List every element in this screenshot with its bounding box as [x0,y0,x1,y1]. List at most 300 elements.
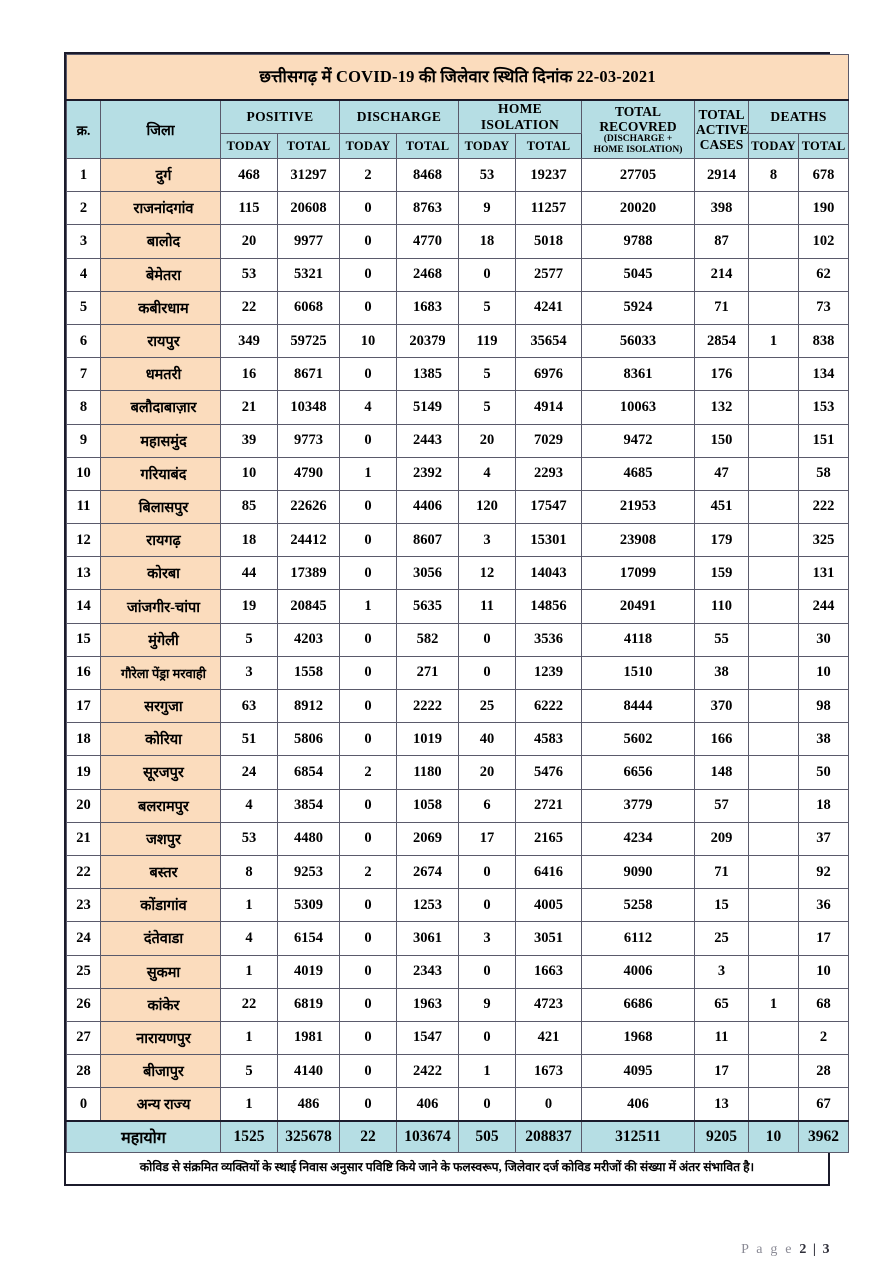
cell-positive-total: 6819 [278,988,340,1021]
grand-total-discharge-today: 22 [340,1121,397,1153]
cell-deaths-today [749,756,799,789]
cell-total-recovered: 56033 [582,324,695,357]
cell-serial-number: 24 [67,922,101,955]
cell-district-name: राजनांदगांव [101,192,221,225]
cell-deaths-today [749,1088,799,1122]
cell-discharge-today: 0 [340,623,397,656]
cell-deaths-total: 68 [799,988,849,1021]
table-row [67,391,849,424]
cell-home-isolation-today: 9 [459,988,516,1021]
cell-deaths-today [749,1021,799,1054]
cell-home-isolation-today: 17 [459,822,516,855]
total-active-line-2: ACTIVE [696,121,749,137]
cell-home-isolation-today: 40 [459,723,516,756]
cell-deaths-today [749,424,799,457]
cell-discharge-total: 3061 [397,922,459,955]
cell-positive-today: 4 [221,922,278,955]
cell-total-active-cases: 150 [695,424,749,457]
cell-total-active-cases: 17 [695,1055,749,1088]
cell-deaths-total: 153 [799,391,849,424]
footnote-text: कोविड से संक्रमित व्यक्तियों के स्थाई निवास अनुसार पविष्टि किये जाने के फलस्वरूप, जिलेवार दर्ज कोविड मरीजों की संख्या में अंतर संभावित है। [139,1160,755,1175]
table-row [67,922,849,955]
cell-serial-number: 22 [67,855,101,888]
cell-discharge-today: 0 [340,656,397,689]
cell-district-name: कबीरधाम [101,291,221,324]
cell-serial-number: 13 [67,557,101,590]
cell-home-isolation-total: 6976 [516,358,582,391]
table-row [67,324,849,357]
cell-positive-today: 85 [221,490,278,523]
cell-positive-today: 18 [221,524,278,557]
cell-positive-today: 1 [221,889,278,922]
table-row [67,723,849,756]
cell-serial-number: 0 [67,1088,101,1122]
cell-positive-total: 4480 [278,822,340,855]
table-row [67,690,849,723]
cell-discharge-today: 0 [340,922,397,955]
cell-district-name: कोरबा [101,557,221,590]
cell-district-name: कोंडागांव [101,889,221,922]
cell-positive-today: 53 [221,822,278,855]
cell-deaths-total: 98 [799,690,849,723]
cell-deaths-today [749,225,799,258]
cell-total-recovered: 6656 [582,756,695,789]
cell-total-active-cases: 3 [695,955,749,988]
cell-total-recovered: 3779 [582,789,695,822]
table-row [67,789,849,822]
cell-deaths-today [749,524,799,557]
cell-home-isolation-total: 3536 [516,623,582,656]
cell-discharge-today: 0 [340,1021,397,1054]
cell-total-active-cases: 71 [695,291,749,324]
cell-positive-today: 5 [221,1055,278,1088]
cell-home-isolation-today: 120 [459,490,516,523]
cell-serial-number: 5 [67,291,101,324]
cell-positive-today: 63 [221,690,278,723]
cell-discharge-total: 5149 [397,391,459,424]
grand-total-discharge-total: 103674 [397,1121,459,1153]
cell-discharge-today: 0 [340,1088,397,1122]
cell-deaths-total: 92 [799,855,849,888]
cell-discharge-today: 0 [340,557,397,590]
cell-home-isolation-today: 25 [459,690,516,723]
cell-total-active-cases: 57 [695,789,749,822]
cell-total-recovered: 17099 [582,557,695,590]
cell-serial-number: 8 [67,391,101,424]
cell-total-recovered: 1510 [582,656,695,689]
cell-discharge-total: 2069 [397,822,459,855]
cell-district-name: बीजापुर [101,1055,221,1088]
cell-total-active-cases: 209 [695,822,749,855]
cell-discharge-total: 2422 [397,1055,459,1088]
cell-deaths-total: 10 [799,656,849,689]
footnote-container [64,1153,830,1186]
cell-discharge-today: 0 [340,291,397,324]
cell-discharge-total: 3056 [397,557,459,590]
table-row [67,889,849,922]
cell-discharge-today: 0 [340,690,397,723]
table-footer [67,1121,849,1153]
cell-serial-number: 9 [67,424,101,457]
cell-home-isolation-today: 3 [459,524,516,557]
grand-total-positive-today: 1525 [221,1121,278,1153]
cell-discharge-total: 1385 [397,358,459,391]
col-header-deaths-today: TODAY [749,134,799,159]
cell-deaths-total: 38 [799,723,849,756]
cell-home-isolation-today: 5 [459,358,516,391]
cell-total-recovered: 5258 [582,889,695,922]
col-header-positive-today: TODAY [221,134,278,159]
cell-serial-number: 21 [67,822,101,855]
cell-discharge-total: 1683 [397,291,459,324]
cell-discharge-total: 1058 [397,789,459,822]
table-row [67,1088,849,1122]
total-recovered-line-2: RECOVRED [599,118,677,134]
cell-total-active-cases: 47 [695,457,749,490]
cell-discharge-today: 1 [340,590,397,623]
cell-discharge-today: 0 [340,358,397,391]
grand-total-home-isolation-today: 505 [459,1121,516,1153]
cell-discharge-total: 1547 [397,1021,459,1054]
cell-discharge-today: 4 [340,391,397,424]
cell-total-active-cases: 15 [695,889,749,922]
col-header-home-isolation: HOME ISOLATION [459,100,582,134]
cell-home-isolation-total: 6222 [516,690,582,723]
cell-district-name: बलरामपुर [101,789,221,822]
cell-positive-total: 6154 [278,922,340,955]
cell-discharge-total: 4770 [397,225,459,258]
cell-positive-today: 468 [221,159,278,192]
cell-district-name: बिलासपुर [101,490,221,523]
cell-total-active-cases: 214 [695,258,749,291]
table-row [67,258,849,291]
cell-total-recovered: 6112 [582,922,695,955]
cell-deaths-total: 58 [799,457,849,490]
cell-serial-number: 14 [67,590,101,623]
cell-deaths-total: 244 [799,590,849,623]
cell-discharge-total: 8607 [397,524,459,557]
cell-deaths-total: 37 [799,822,849,855]
cell-serial-number: 25 [67,955,101,988]
cell-discharge-today: 2 [340,855,397,888]
cell-home-isolation-total: 19237 [516,159,582,192]
cell-home-isolation-today: 1 [459,1055,516,1088]
cell-total-recovered: 9472 [582,424,695,457]
cell-total-recovered: 27705 [582,159,695,192]
cell-positive-total: 9253 [278,855,340,888]
covid-district-status-table [66,54,849,1153]
cell-home-isolation-total: 4914 [516,391,582,424]
cell-serial-number: 11 [67,490,101,523]
cell-positive-total: 4203 [278,623,340,656]
cell-discharge-total: 8763 [397,192,459,225]
cell-deaths-today [749,291,799,324]
cell-positive-total: 20608 [278,192,340,225]
cell-deaths-total: 134 [799,358,849,391]
cell-positive-total: 3854 [278,789,340,822]
cell-deaths-total: 62 [799,258,849,291]
cell-home-isolation-today: 0 [459,855,516,888]
cell-home-isolation-total: 0 [516,1088,582,1122]
cell-positive-total: 17389 [278,557,340,590]
cell-positive-today: 44 [221,557,278,590]
col-header-positive-total: TOTAL [278,134,340,159]
cell-home-isolation-today: 6 [459,789,516,822]
cell-home-isolation-today: 12 [459,557,516,590]
cell-positive-total: 6854 [278,756,340,789]
total-recovered-line-4: HOME ISOLATION) [593,144,683,155]
table-row [67,291,849,324]
cell-deaths-total: 131 [799,557,849,590]
cell-total-recovered: 4006 [582,955,695,988]
col-header-deaths: DEATHS [749,100,849,134]
cell-total-recovered: 21953 [582,490,695,523]
cell-total-recovered: 4095 [582,1055,695,1088]
cell-district-name: महासमुंद [101,424,221,457]
cell-deaths-total: 30 [799,623,849,656]
cell-district-name: अन्य राज्य [101,1088,221,1122]
cell-deaths-today [749,789,799,822]
cell-deaths-total: 36 [799,889,849,922]
cell-deaths-today: 1 [749,988,799,1021]
cell-home-isolation-total: 4241 [516,291,582,324]
cell-home-isolation-total: 35654 [516,324,582,357]
cell-serial-number: 15 [67,623,101,656]
cell-discharge-today: 0 [340,789,397,822]
cell-discharge-total: 2674 [397,855,459,888]
cell-positive-today: 349 [221,324,278,357]
cell-total-active-cases: 370 [695,690,749,723]
table-row [67,358,849,391]
cell-district-name: बलौदाबाज़ार [101,391,221,424]
cell-positive-today: 5 [221,623,278,656]
grand-total-home-isolation-total: 208837 [516,1121,582,1153]
cell-serial-number: 1 [67,159,101,192]
table-row [67,955,849,988]
cell-positive-today: 1 [221,1088,278,1122]
cell-serial-number: 18 [67,723,101,756]
cell-district-name: सरगुजा [101,690,221,723]
grand-total-deaths-total: 3962 [799,1121,849,1153]
cell-discharge-total: 2443 [397,424,459,457]
cell-discharge-total: 406 [397,1088,459,1122]
cell-deaths-today [749,391,799,424]
cell-positive-total: 4790 [278,457,340,490]
cell-positive-today: 22 [221,988,278,1021]
table-row [67,756,849,789]
cell-discharge-total: 582 [397,623,459,656]
total-recovered-line-3: (DISCHARGE + [603,133,673,144]
cell-district-name: रायपुर [101,324,221,357]
cell-serial-number: 4 [67,258,101,291]
table-header [67,55,849,159]
cell-discharge-total: 1963 [397,988,459,1021]
col-header-serial: क्र. [67,100,101,159]
cell-deaths-total: 678 [799,159,849,192]
cell-positive-total: 22626 [278,490,340,523]
cell-total-active-cases: 38 [695,656,749,689]
table-row [67,1055,849,1088]
cell-discharge-total: 20379 [397,324,459,357]
col-header-discharge-today: TODAY [340,134,397,159]
cell-home-isolation-today: 20 [459,756,516,789]
cell-positive-total: 4019 [278,955,340,988]
cell-positive-today: 20 [221,225,278,258]
cell-deaths-today [749,690,799,723]
cell-district-name: बेमेतरा [101,258,221,291]
cell-discharge-today: 0 [340,822,397,855]
cell-home-isolation-total: 1239 [516,656,582,689]
cell-deaths-today: 8 [749,159,799,192]
col-header-total-active-cases [695,100,749,159]
cell-total-recovered: 4234 [582,822,695,855]
cell-total-active-cases: 148 [695,756,749,789]
cell-deaths-today [749,192,799,225]
cell-discharge-today: 0 [340,988,397,1021]
cell-discharge-total: 1180 [397,756,459,789]
col-header-positive: POSITIVE [221,100,340,134]
cell-discharge-total: 1019 [397,723,459,756]
cell-positive-total: 20845 [278,590,340,623]
cell-deaths-total: 325 [799,524,849,557]
col-header-discharge: DISCHARGE [340,100,459,134]
table-row [67,623,849,656]
cell-district-name: सुकमा [101,955,221,988]
col-header-home-isolation-today: TODAY [459,134,516,159]
cell-home-isolation-today: 18 [459,225,516,258]
cell-total-active-cases: 2914 [695,159,749,192]
table-row [67,192,849,225]
cell-home-isolation-total: 4723 [516,988,582,1021]
table-row [67,590,849,623]
cell-discharge-today: 0 [340,1055,397,1088]
cell-home-isolation-today: 53 [459,159,516,192]
cell-district-name: रायगढ़ [101,524,221,557]
cell-deaths-total: 2 [799,1021,849,1054]
cell-positive-today: 39 [221,424,278,457]
cell-positive-total: 8912 [278,690,340,723]
cell-home-isolation-today: 0 [459,656,516,689]
cell-total-recovered: 5602 [582,723,695,756]
cell-total-active-cases: 166 [695,723,749,756]
cell-serial-number: 20 [67,789,101,822]
grand-total-label: महायोग [67,1121,221,1153]
cell-positive-today: 16 [221,358,278,391]
cell-total-active-cases: 55 [695,623,749,656]
cell-positive-today: 4 [221,789,278,822]
table-row [67,822,849,855]
col-header-district: जिला [101,100,221,159]
cell-home-isolation-today: 20 [459,424,516,457]
cell-home-isolation-today: 5 [459,391,516,424]
cell-deaths-today [749,258,799,291]
cell-deaths-today [749,1055,799,1088]
cell-discharge-today: 0 [340,723,397,756]
cell-serial-number: 19 [67,756,101,789]
cell-deaths-today [749,590,799,623]
cell-district-name: सूरजपुर [101,756,221,789]
cell-serial-number: 3 [67,225,101,258]
cell-deaths-total: 190 [799,192,849,225]
cell-home-isolation-today: 0 [459,1088,516,1122]
cell-positive-total: 5806 [278,723,340,756]
cell-discharge-today: 0 [340,192,397,225]
cell-home-isolation-today: 0 [459,955,516,988]
cell-home-isolation-total: 4583 [516,723,582,756]
cell-discharge-today: 0 [340,524,397,557]
cell-home-isolation-total: 5476 [516,756,582,789]
cell-total-recovered: 1968 [582,1021,695,1054]
cell-positive-total: 4140 [278,1055,340,1088]
cell-total-recovered: 9788 [582,225,695,258]
cell-discharge-total: 2468 [397,258,459,291]
cell-total-active-cases: 87 [695,225,749,258]
cell-home-isolation-total: 2165 [516,822,582,855]
cell-discharge-today: 0 [340,490,397,523]
cell-deaths-total: 73 [799,291,849,324]
cell-serial-number: 7 [67,358,101,391]
table-row [67,159,849,192]
cell-positive-today: 19 [221,590,278,623]
cell-positive-total: 24412 [278,524,340,557]
cell-deaths-total: 10 [799,955,849,988]
cell-discharge-today: 0 [340,225,397,258]
cell-positive-today: 21 [221,391,278,424]
cell-positive-today: 51 [221,723,278,756]
cell-positive-total: 1981 [278,1021,340,1054]
cell-positive-today: 115 [221,192,278,225]
cell-discharge-total: 2343 [397,955,459,988]
col-header-deaths-total: TOTAL [799,134,849,159]
cell-deaths-today [749,557,799,590]
cell-total-recovered: 5045 [582,258,695,291]
cell-serial-number: 2 [67,192,101,225]
col-header-discharge-total: TOTAL [397,134,459,159]
cell-deaths-today [749,889,799,922]
cell-home-isolation-total: 421 [516,1021,582,1054]
cell-positive-total: 59725 [278,324,340,357]
cell-deaths-total: 67 [799,1088,849,1122]
table-body [67,159,849,1122]
table-row [67,656,849,689]
table-row [67,225,849,258]
cell-home-isolation-total: 4005 [516,889,582,922]
cell-deaths-today [749,955,799,988]
grand-total-positive-total: 325678 [278,1121,340,1153]
total-active-line-3: CASES [699,137,744,153]
cell-home-isolation-total: 15301 [516,524,582,557]
cell-discharge-total: 2392 [397,457,459,490]
table-row [67,490,849,523]
cell-serial-number: 26 [67,988,101,1021]
cell-home-isolation-today: 0 [459,258,516,291]
cell-positive-total: 8671 [278,358,340,391]
cell-serial-number: 16 [67,656,101,689]
cell-positive-today: 10 [221,457,278,490]
cell-total-active-cases: 65 [695,988,749,1021]
cell-positive-total: 5309 [278,889,340,922]
cell-deaths-today: 1 [749,324,799,357]
cell-home-isolation-total: 5018 [516,225,582,258]
cell-total-active-cases: 179 [695,524,749,557]
cell-discharge-today: 10 [340,324,397,357]
cell-positive-total: 5321 [278,258,340,291]
cell-home-isolation-today: 9 [459,192,516,225]
cell-discharge-today: 1 [340,457,397,490]
cell-positive-total: 9773 [278,424,340,457]
cell-total-active-cases: 176 [695,358,749,391]
grand-total-deaths-today: 10 [749,1121,799,1153]
